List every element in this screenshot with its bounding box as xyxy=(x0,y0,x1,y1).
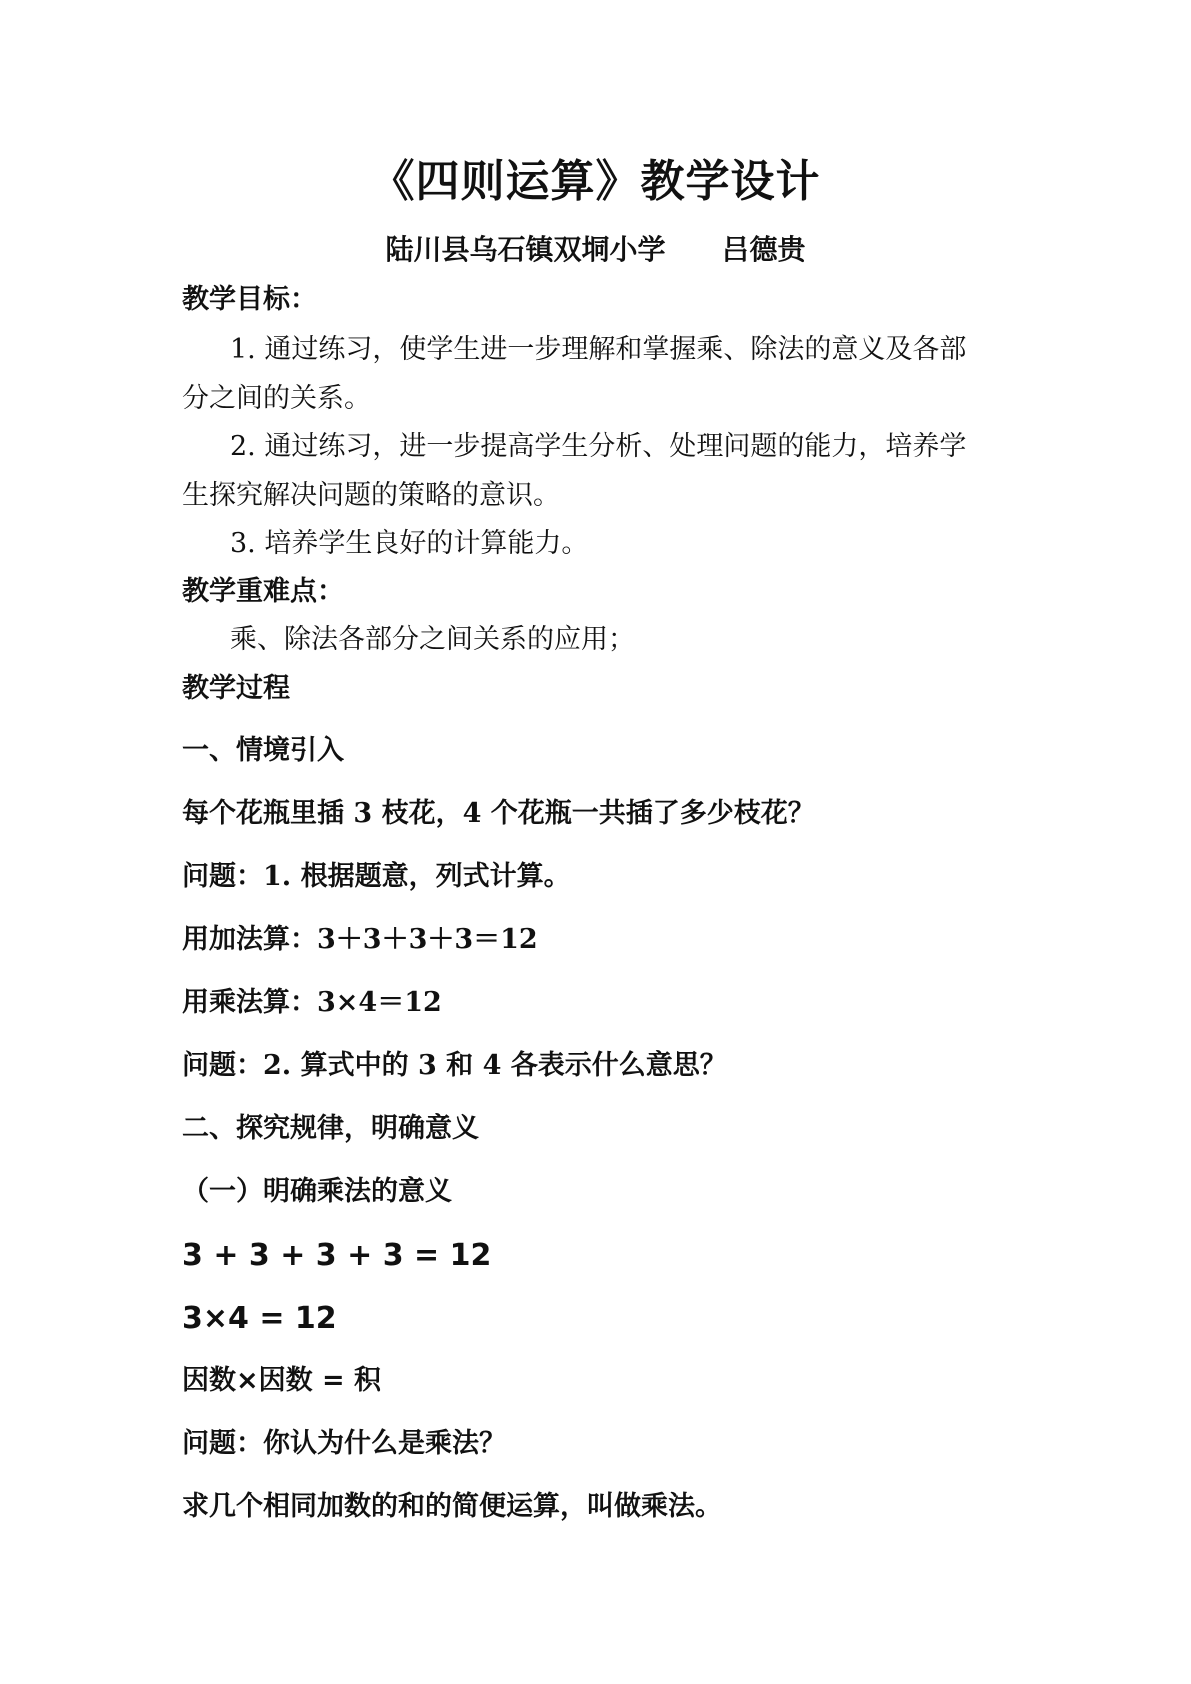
subsection-1-heading: （一）明确乘法的意义 xyxy=(182,1176,452,1207)
objective-1-line-1: 1. 通过练习，使学生进一步理解和掌握乘、除法的意义及各部 xyxy=(230,334,967,365)
question-3: 问题：你认为什么是乘法？ xyxy=(182,1428,506,1459)
objectives-heading: 教学目标： xyxy=(182,284,317,315)
objective-3: 3. 培养学生良好的计算能力。 xyxy=(230,528,589,559)
scenario-text: 每个花瓶里插 3 枝花，4 个花瓶一共插了多少枝花？ xyxy=(182,798,815,829)
school-name: 陆川县乌石镇双垌小学 xyxy=(385,233,666,266)
author-line xyxy=(0,233,1191,266)
equation-addition: 3 + 3 + 3 + 3 = 12 xyxy=(182,1238,492,1273)
question-1: 问题：1. 根据题意，列式计算。 xyxy=(182,861,571,892)
objective-1-line-2: 分之间的关系。 xyxy=(182,383,371,414)
document-title: 《四则运算》教学设计 xyxy=(370,156,821,207)
question-2: 问题：2. 算式中的 3 和 4 各表示什么意思？ xyxy=(182,1050,727,1081)
equation-multiplication: 3×4 = 12 xyxy=(182,1301,337,1336)
equation-terms: 因数×因数 = 积 xyxy=(182,1365,382,1396)
multiplication-calculation: 用乘法算：3×4＝12 xyxy=(182,987,442,1018)
addition-calculation: 用加法算：3＋3＋3＋3＝12 xyxy=(182,924,538,955)
section-1-heading: 一、情境引入 xyxy=(182,735,344,766)
section-2-heading: 二、探究规律，明确意义 xyxy=(182,1113,479,1144)
key-points-text: 乘、除法各部分之间关系的应用； xyxy=(230,624,635,655)
process-heading: 教学过程 xyxy=(182,673,290,704)
objective-2-line-2: 生探究解决问题的策略的意识。 xyxy=(182,480,560,511)
objective-2-line-1: 2. 通过练习，进一步提高学生分析、处理问题的能力，培养学 xyxy=(230,431,967,462)
author-name: 吕德贵 xyxy=(721,233,806,266)
multiplication-definition: 求几个相同加数的和的简便运算，叫做乘法。 xyxy=(182,1491,722,1522)
key-points-heading: 教学重难点： xyxy=(182,576,344,607)
